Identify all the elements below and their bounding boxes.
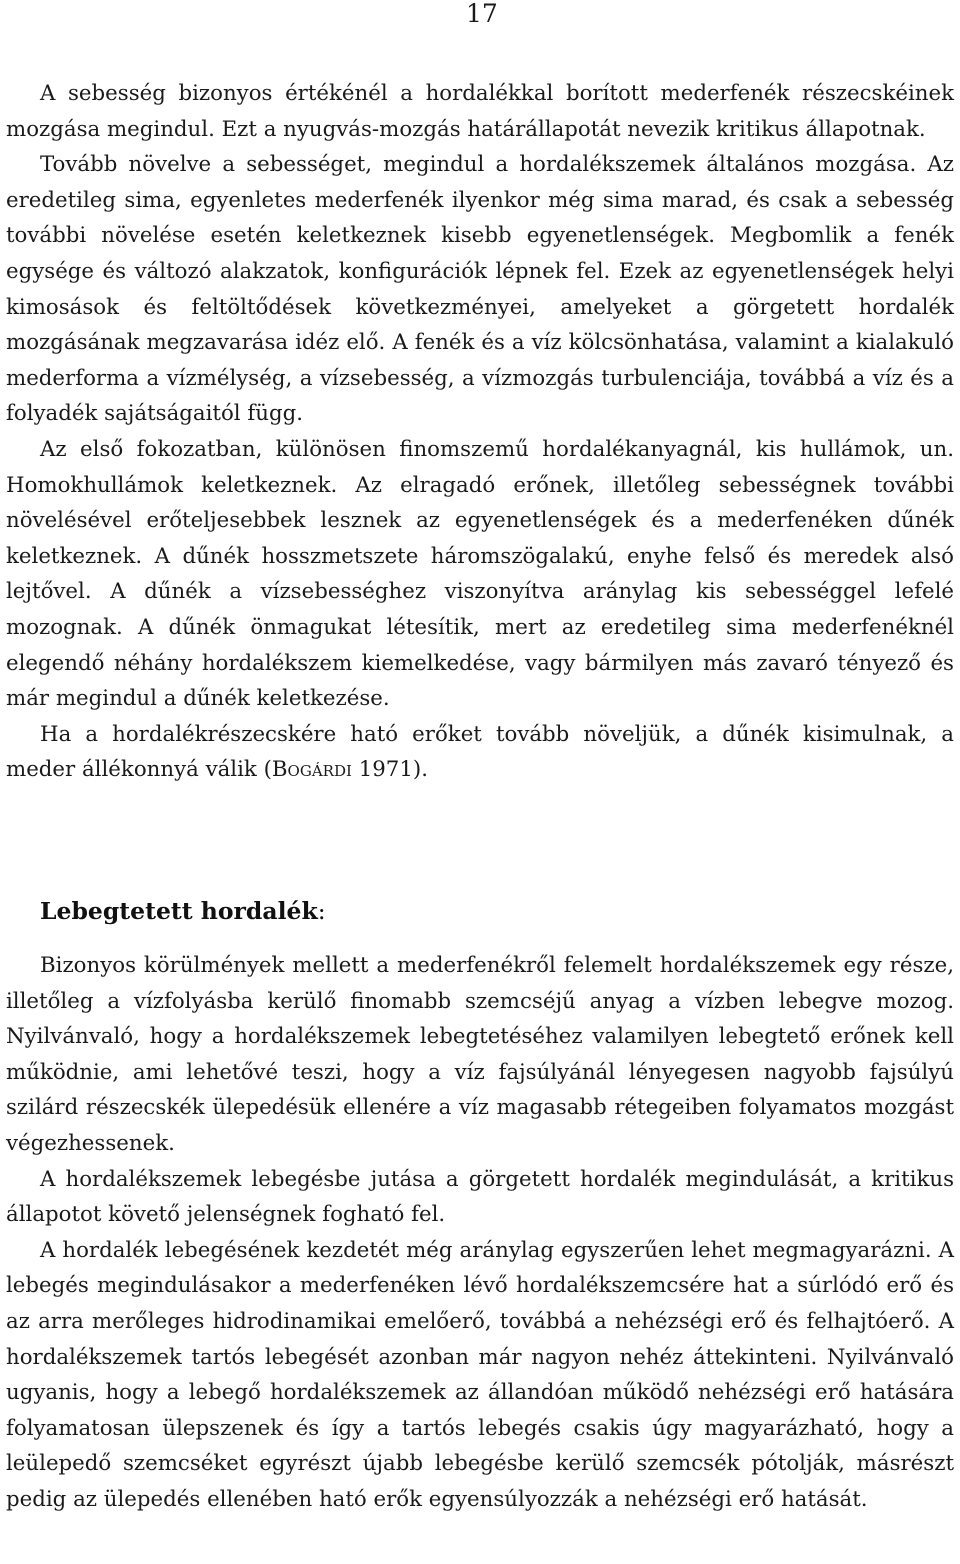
page-number: 17 [466, 0, 498, 28]
heading-colon: : [317, 897, 326, 925]
paragraph: A hordalékszemek lebegésbe jutása a görgetett hordalék megindulását, a kritikus állapotot követő jelenségnek fogható fel. [6, 1166, 954, 1228]
paragraph-with-citation [6, 717, 954, 788]
paragraph-text: Ha a hordalékrészecskére ható erőket tovább növeljük, a dűnék kisimulnak, a meder állékonnyá válik ( [6, 721, 954, 783]
paragraph: Az első fokozatban, különösen finomszemű hordalékanyagnál, kis hullámok, un. Homokhullámok keletkeznek. Az elragadó erőnek, illetőleg sebességnek további növelésével erőteljesebbek lesznek az egyenetlenségek és a mederfenéken dűnék keletkeznek. A dűnék hosszmetszete háromszögalakú, enyhe felső és meredek alsó lejtővel. A dűnék a vízsebességhez viszonyítva aránylag kis sebességgel lefelé mozognak. A dűnék önmagukat létesítik, mert az eredetileg sima mederfenéknél elegendő néhány hordalékszem kiemelkedése, vagy bármilyen más zavaró tényező és már megindul a dűnék keletkezése. [6, 436, 954, 712]
section-heading [40, 895, 326, 927]
citation-author: Bogárdi [271, 757, 352, 783]
paragraph: A sebesség bizonyos értékénél a hordalékkal borított mederfenék részecskéinek mozgása megindul. Ezt a nyugvás-mozgás határállapotát nevezik kritikus állapotnak. [6, 81, 954, 142]
paragraph: Tovább növelve a sebességet, megindul a hordalékszemek általános mozgása. Az eredetileg sima, egyenletes mederfenék ilyenkor még sima marad, és csak a sebesség további növelése esetén keletkeznek kisebb egyenetlenségek. Megbomlik a fenék egysége és változó alakzatok, konfigurációk lépnek fel. Ezek az egyenetlenségek helyi kimosások és feltöltődések következményei, amelyeket a görgetett hordalék mozgásának megzavarása idéz elő. A fenék és a víz kölcsönhatása, valamint a kialakuló mederforma a vízmélység, a vízsebesség, a vízmozgás turbulenciája, továbbá a víz és a folyadék sajátságaitól függ. [6, 152, 954, 427]
body-text-section-1 [6, 76, 954, 788]
heading-title: Lebegtetett hordalék [40, 897, 318, 925]
citation-year: 1971). [351, 757, 428, 783]
paragraph: A hordalék lebegésének kezdetét még aránylag egyszerűen lehet megmagyarázni. A lebegés megindulásakor a mederfenéken lévő hordalékszemcsére hat a súrlódó erő és az arra merőleges hidrodinamikai emelőerő, továbbá a nehézségi erő és felhajtóerő. A hordalékszemek tartós lebegését azonban már nagyon nehéz áttekinteni. Nyilvánvaló ugyanis, hogy a lebegő hordalékszemek az állandóan működő nehézségi erő hatására folyamatosan ülepszenek és így a tartós lebegés csakis úgy magyarázható, hogy a leülepedő szemcséket egyrészt újabb lebegésbe kerülő szemcsék pótolják, másrészt pedig az ülepedés ellenében ható erők egyensúlyozzák a nehézségi erő hatását. [6, 1237, 954, 1512]
paragraph: Bizonyos körülmények mellett a mederfenékről felemelt hordalékszemek egy része, illetőleg a vízfolyásba kerülő finomabb szemcséjű anyag a vízben lebegve mozog. Nyilvánvaló, hogy a hordalékszemek lebegtetéséhez valamilyen lebegtető erőnek kell működnie, ami lehetővé teszi, hogy a víz fajsúlyánál lényegesen nagyobb fajsúlyú szilárd részecskék ülepedésük ellenére a víz magasabb rétegeiben folyamatos mozgást végezhessenek. [6, 953, 954, 1156]
body-text-section-2 [6, 948, 954, 1518]
